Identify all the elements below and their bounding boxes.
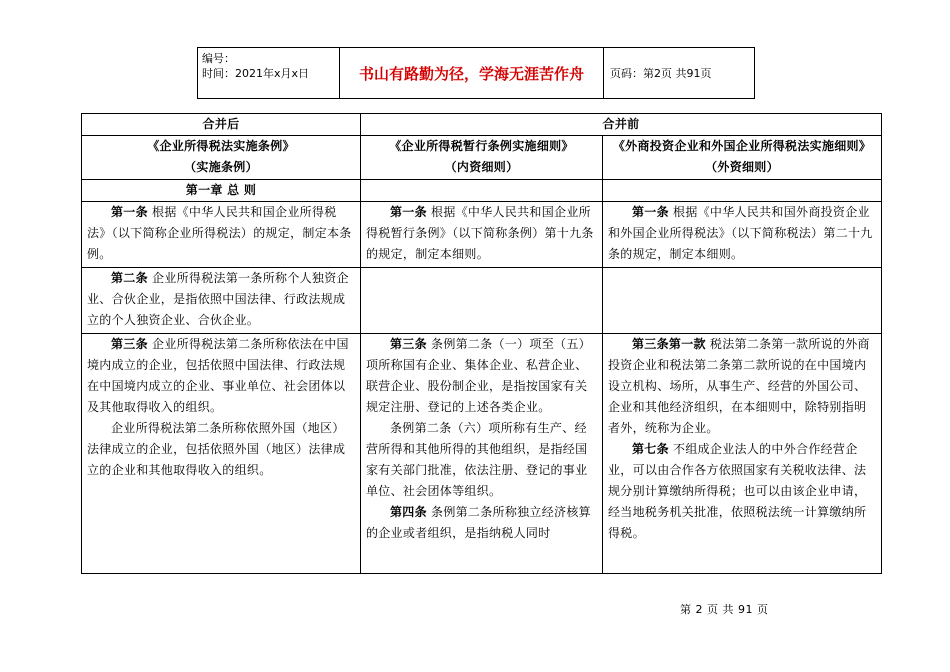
page-code: 页码：第2页 共91页 <box>610 67 712 80</box>
article-cell <box>361 334 603 574</box>
article-cell <box>361 202 603 268</box>
article-number: 第三条第一款 <box>632 337 706 351</box>
document-header <box>197 47 755 99</box>
article-text: 税法第二条第一款所说的外商投资企业和税法第二条第二款所说的在中国境内设立机构、场所，从事生产、经营的外国公司、企业和其他经济组织，在本细则中，除特别指明者外，统称为企业。 <box>608 337 870 435</box>
article-cell <box>603 202 882 268</box>
after-merge-header: 合并后 <box>82 114 361 136</box>
article-number: 第一条 <box>632 205 669 219</box>
article-text: 根据《中华人民共和国企业所得税暂行条例》（以下简称条例）第十九条的规定，制定本细则。 <box>366 205 594 261</box>
article-number: 第七条 <box>632 442 669 456</box>
chapter-heading: 第一章 总 则 <box>82 180 361 202</box>
before-merge-header: 合并前 <box>361 114 882 136</box>
article-text: 不组成企业法人的中外合作经营企业，可以由合作各方依照国家有关税收法律、法规分别计算缴纳所得税；也可以由该企业申请，经当地税务机关批准，依照税法统一计算缴纳所得税。 <box>608 442 867 540</box>
article-cell <box>82 334 361 574</box>
empty-cell <box>603 180 882 202</box>
article-number: 第三条 <box>390 337 427 351</box>
empty-cell <box>361 180 603 202</box>
col1-title-text: 《企业所得税法实施条例》 <box>147 139 295 153</box>
empty-cell <box>361 268 603 334</box>
page-footer: 第 2 页 共 91 页 <box>680 603 769 616</box>
article-cell <box>82 202 361 268</box>
motto: 书山有路勤为径，学海无涯苦作舟 <box>340 48 604 98</box>
article-number: 第三条 <box>111 337 148 351</box>
empty-cell <box>603 268 882 334</box>
col2-title <box>361 136 603 180</box>
article-number: 第一条 <box>111 205 148 219</box>
article-number: 第四条 <box>390 505 427 519</box>
article-number: 第一条 <box>390 205 427 219</box>
number-label: 编号： <box>202 52 235 65</box>
article-text: 企业所得税法第二条所称依法在中国境内成立的企业，包括依照中国法律、行政法规在中国境内成立的企业、事业单位、社会团体以及其他取得收入的组织。 <box>87 337 349 414</box>
col2-subtitle: （内资细则） <box>444 160 519 174</box>
time-label: 时间：2021年x月x日 <box>202 67 310 80</box>
article-text: 企业所得税法第一条所称个人独资企业、合伙企业，是指依照中国法律、行政法规成立的个人独资企业、合伙企业。 <box>87 271 349 327</box>
header-meta <box>198 48 340 98</box>
article-text: 条例第二条（一）项至（五）项所称国有企业、集体企业、私营企业、联营企业、股份制企业，是指按国家有关规定注册、登记的上述各类企业。 <box>366 337 591 414</box>
article-paragraph: 条例第二条（六）项所称有生产、经营所得和其他所得的其他组织，是指经国家有关部门批准，依法注册、登记的事业单位、社会团体等组织。 <box>366 421 588 498</box>
article-cell <box>603 334 882 574</box>
article-paragraph: 企业所得税法第二条所称依照外国（地区）法律成立的企业，包括依照外国（地区）法律成立的企业和其他取得收入的组织。 <box>87 421 346 477</box>
article-text: 根据《中华人民共和国外商投资企业和外国企业所得税法》（以下简称税法）第二十九条的规定，制定本细则。 <box>608 205 873 261</box>
col1-title <box>82 136 361 180</box>
article-text: 根据《中华人民共和国企业所得税法》（以下简称企业所得税法）的规定，制定本条例。 <box>87 205 352 261</box>
article-text: 条例第二条所称独立经济核算的企业或者组织，是指纳税人同时 <box>366 505 591 540</box>
col1-subtitle: （实施条例） <box>184 160 258 174</box>
col3-title: 《外商投资企业和外国企业所得税法实施细则》（外资细则） <box>603 136 882 180</box>
article-cell <box>82 268 361 334</box>
col2-title-text: 《企业所得税暂行条例实施细则》 <box>389 139 574 153</box>
article-number: 第二条 <box>111 271 148 285</box>
comparison-table <box>81 113 882 574</box>
